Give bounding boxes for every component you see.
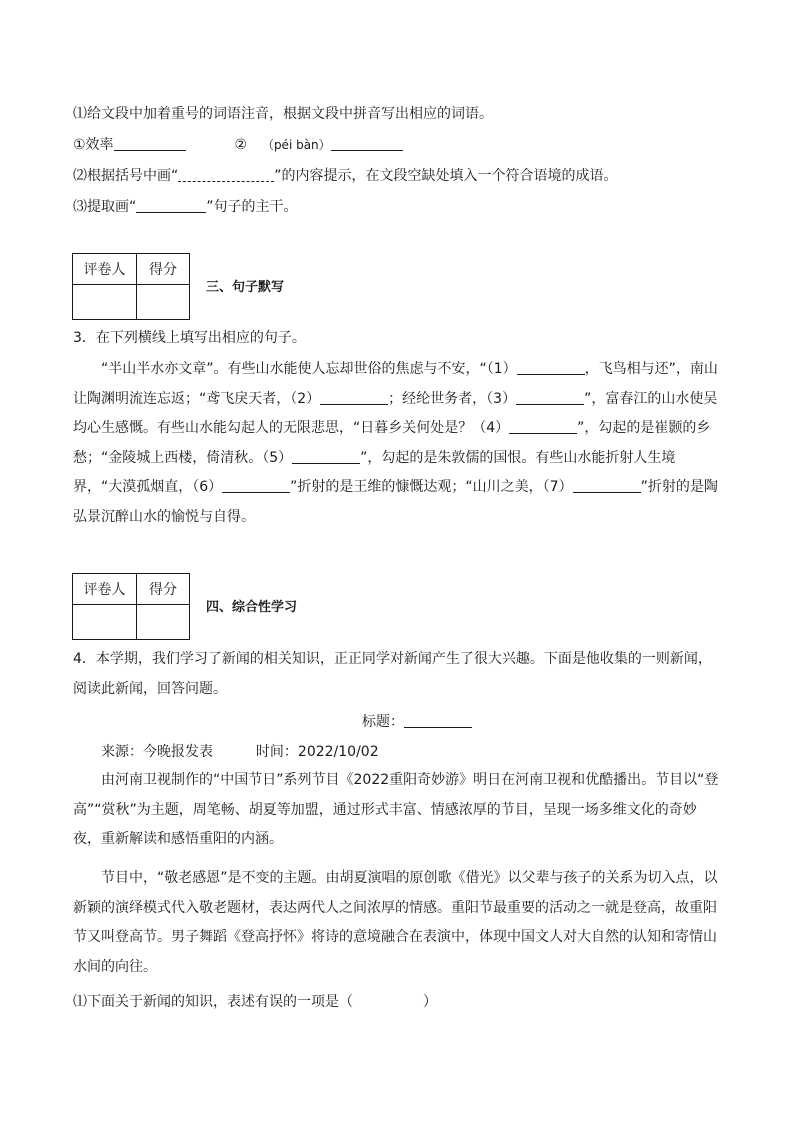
blank-7[interactable] bbox=[573, 478, 641, 493]
q3-text-3: ；经纶世务者，（3） bbox=[388, 390, 517, 407]
q4-sub1 bbox=[73, 992, 437, 1012]
blank-4[interactable] bbox=[509, 419, 577, 434]
news-meta bbox=[101, 742, 379, 762]
q3-passage bbox=[73, 355, 723, 532]
grader-header: 评卷人 bbox=[73, 254, 137, 285]
q3-text-1: “半山半水亦文章”。有些山水能使人忘却世俗的焦虑与不安，“（1） bbox=[101, 361, 517, 377]
q4-intro: 4．本学期，我们学习了新闻的相关知识，正正同学对新闻产生了很大兴趣。下面是他收集的一则新闻，阅读此新闻，回答问题。 bbox=[73, 651, 712, 697]
blank-1[interactable] bbox=[517, 360, 585, 375]
wavy-underline-sample bbox=[178, 167, 274, 182]
sub2-pre: ⑵根据括号中画“ bbox=[73, 168, 179, 184]
sub1-post: ） bbox=[423, 994, 437, 1010]
underline-sample bbox=[136, 198, 206, 213]
score-table-section3 bbox=[72, 253, 190, 320]
news-source: 来源：今晚报发表 bbox=[101, 744, 213, 760]
item1-blank[interactable] bbox=[114, 136, 186, 151]
score-header: 得分 bbox=[137, 254, 190, 285]
q1-instruction: ⑴给文段中加着重号的词语注音，根据文段中拼音写出相应的词语。 bbox=[73, 106, 493, 122]
news-paragraph-2: 节目中，“敬老感恩”是不变的主题。由胡夏演唱的原创歌《借光》以父辈与孩子的关系为切入点，以新颖的演绎模式代入敬老题材，表达两代人之间浓厚的情感。重阳节最重要的活动之一就是登高，故重阳节又叫登高节。男子舞蹈《登高抒怀》将诗的意境融合在表演中，体现中国文人对大自然的认知和寄情山水间的向往。 bbox=[73, 870, 718, 975]
q1-items bbox=[73, 135, 403, 155]
grader-cell[interactable] bbox=[73, 605, 137, 640]
section3-title: 三、句子默写 bbox=[206, 280, 285, 295]
news-paragraph-1: 由河南卫视制作的“中国节日”系列节目《2022重阳奇妙游》明日在河南卫视和优酷播出。节目以“登高”“赏秋”为主题，周笔畅、胡夏等加盟，通过形式丰富、情感浓厚的节目，呈现一场多维文化的奇妙夜，重新解读和感悟重阳的内涵。 bbox=[73, 772, 719, 847]
item1-label: ①效率 bbox=[73, 137, 114, 153]
news-time: 时间：2022/10/02 bbox=[255, 744, 379, 760]
headline-blank[interactable] bbox=[404, 713, 472, 728]
news-headline bbox=[0, 712, 794, 732]
q3-text-7: ”折射的是王维的慷慨达观；“山川之美，（7） bbox=[290, 479, 573, 495]
blank-2[interactable] bbox=[320, 390, 388, 405]
score-cell[interactable] bbox=[137, 605, 190, 640]
item2-blank[interactable] bbox=[331, 136, 403, 151]
sub1-pre: ⑴下面关于新闻的知识，表述有误的一项是（ bbox=[73, 994, 353, 1010]
item2-pinyin: （péi bàn） bbox=[261, 138, 331, 152]
q1-sub2 bbox=[73, 166, 618, 186]
score-cell[interactable] bbox=[137, 285, 190, 320]
q3-text-4: ”，富春江的山水使吴均心生感慨。有些山水能勾起人的无限悲思，“日暮乡关何处是？（4） bbox=[73, 390, 718, 436]
score-header: 得分 bbox=[137, 574, 190, 605]
headline-label: 标题： bbox=[362, 714, 404, 730]
section4-title: 四、综合性学习 bbox=[206, 600, 298, 615]
q1-sub3 bbox=[73, 197, 298, 217]
blank-3[interactable] bbox=[516, 390, 584, 405]
q3-intro: 3．在下列横线上填写出相应的句子。 bbox=[73, 330, 306, 346]
q3-text-6: ”，勾起的是朱敦儒的国恨。有些山水能折射人生境界，“大漠孤烟直，（6） bbox=[73, 449, 676, 495]
grader-header: 评卷人 bbox=[73, 574, 137, 605]
item2-label: ② bbox=[234, 137, 248, 153]
q3-text-8: ”折射的是陶弘景沉醉山水的愉悦与自得。 bbox=[73, 479, 718, 525]
score-table-section4 bbox=[72, 573, 190, 640]
sub3-pre: ⑶提取画“ bbox=[73, 199, 137, 215]
blank-6[interactable] bbox=[222, 478, 290, 493]
sub2-post: ”的内容提示，在文段空缺处填入一个符合语境的成语。 bbox=[274, 168, 618, 184]
q3-text-5: ”，勾起的是崔颢的乡愁；“金陵城上西楼，倚清秋。（5） bbox=[73, 420, 711, 466]
sub3-post: ”句子的主干。 bbox=[206, 199, 298, 215]
q3-text-2: ，飞鸟相与还”，南山让陶渊明流连忘返；“鸢飞戾天者，（2） bbox=[73, 361, 718, 407]
blank-5[interactable] bbox=[292, 449, 360, 464]
grader-cell[interactable] bbox=[73, 285, 137, 320]
